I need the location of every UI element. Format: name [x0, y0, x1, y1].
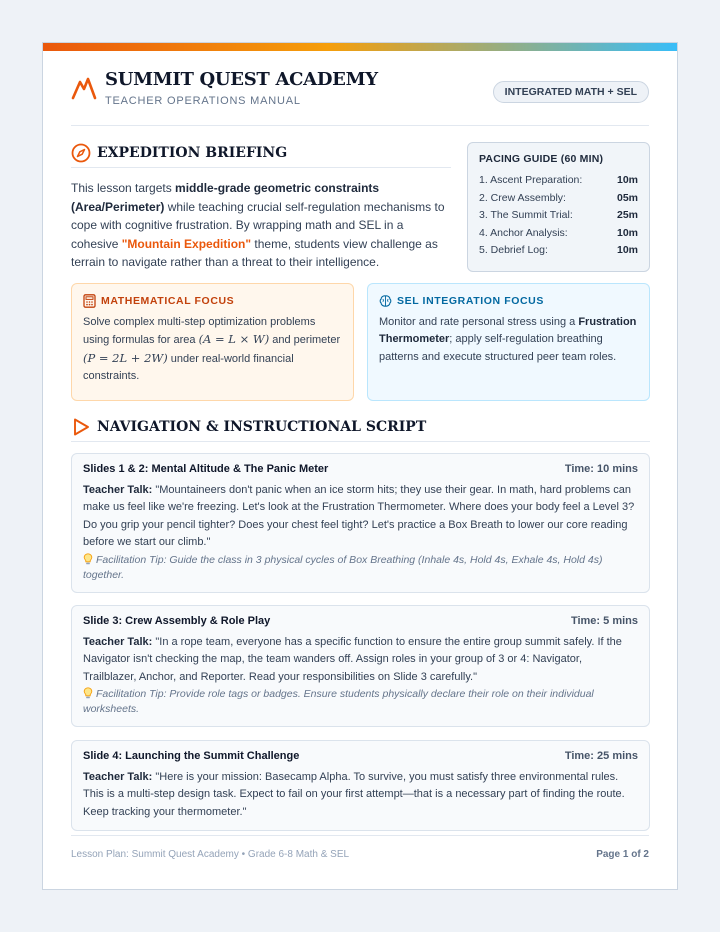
- compass-icon: [71, 143, 91, 163]
- pacing-value: 10m: [616, 226, 638, 239]
- pacing-value: 05m: [616, 191, 638, 204]
- facilitation-tip-text: Facilitation Tip: Guide the class in 3 physical cycles of Box Breathing (Inhale 4s, Hold 4s, Exhale 4s, Hold 4s) together.: [83, 553, 603, 581]
- briefing-text: This lesson targets: [71, 181, 176, 195]
- pacing-row: [479, 190, 638, 208]
- gradient-top-bar: [43, 43, 677, 51]
- lightbulb-icon: [83, 687, 93, 699]
- pacing-guide: [467, 142, 650, 272]
- pacing-label: 4. Anchor Analysis:: [479, 226, 568, 239]
- slide-title: Slide 3: Crew Assembly & Role Play: [83, 615, 271, 627]
- sel-focus-emphasis: Frustration Thermometer: [379, 316, 637, 346]
- teacher-talk: [83, 482, 638, 552]
- pacing-row: [479, 207, 638, 225]
- slide-time: Time: 25 mins: [564, 750, 638, 762]
- facilitation-tip-text: Facilitation Tip: Provide role tags or badges. Ensure students physically declare their role on their individual worksheets.: [83, 688, 594, 716]
- page-header: [71, 69, 649, 125]
- teacher-talk-text: "In a rope team, everyone has a specific function to ensure the entire group summit safely. If the Navigator isn't checking the map, the team wanders off. Assign roles in your group of 3 or 4: Navigator, Trailblazer, Anchor, and Reporter. Read your responsibilities on Slide 3 carefully.": [83, 636, 622, 683]
- manual-page: [42, 42, 678, 890]
- math-focus-text: and perimeter: [269, 334, 341, 347]
- page-subtitle: TEACHER OPERATIONS MANUAL: [105, 95, 301, 107]
- area-formula: (A = L × W): [198, 332, 270, 347]
- slide-header: [83, 615, 638, 633]
- math-focus-header: [83, 294, 342, 310]
- math-focus-card: [71, 283, 354, 401]
- footer-divider: [71, 835, 649, 836]
- slide-header: [83, 463, 638, 481]
- teacher-talk: [83, 769, 638, 821]
- teacher-talk-text: "Here is your mission: Basecamp Alpha. To survive, you must satisfy three environmental rules. This is a multi-step design task. Expect to fail on your first attempt—that is a necessary part of finding the route. Keep tracking your thermometer.": [83, 771, 625, 818]
- teacher-talk-label: Teacher Talk:: [83, 484, 153, 496]
- sel-focus-title: SEL INTEGRATION FOCUS: [397, 295, 544, 307]
- pacing-row: [479, 242, 638, 260]
- mountain-logo-icon: [71, 76, 97, 100]
- footer-caption: Lesson Plan: Summit Quest Academy • Grade 6-8 Math & SEL: [71, 849, 350, 860]
- math-focus-body: [83, 314, 342, 386]
- brain-icon: [379, 294, 392, 308]
- briefing-text: theme, students view challenge as terrain to navigate rather than a threat to their intelligence.: [71, 236, 438, 270]
- pacing-value: 10m: [616, 174, 638, 186]
- subject-badge: INTEGRATED MATH + SEL: [493, 81, 649, 103]
- play-icon: [71, 417, 91, 437]
- slide-card: [71, 605, 650, 727]
- slide-title: Slide 4: Launching the Summit Challenge: [83, 750, 300, 762]
- lightbulb-icon: [83, 553, 93, 565]
- teacher-talk: [83, 634, 638, 686]
- sel-focus-body: [379, 314, 638, 366]
- slide-title: Slides 1 & 2: Mental Altitude & The Panic Meter: [83, 463, 329, 475]
- pacing-value: 10m: [616, 244, 638, 257]
- page-title: SUMMIT QUEST ACADEMY: [105, 69, 378, 90]
- perimeter-formula: (P = 2L + 2W): [83, 350, 168, 365]
- facilitation-tip: [83, 687, 638, 717]
- pacing-value: 25m: [616, 209, 638, 222]
- script-divider: [71, 441, 650, 442]
- teacher-talk-text: "Mountaineers don't panic when an ice storm hits; they use their gear. In math, hard problems can make us feel like we're freezing. Let's look at the Frustration Thermometer. Where does your body feel a Level 3? Do you grip your pencil tighter? Does your chest feel tight? Let's practice a Box Breath to lower our core reading before we start our climb.": [83, 484, 635, 549]
- pacing-label: 2. Crew Assembly:: [479, 191, 566, 204]
- briefing-paragraph: [71, 179, 447, 272]
- briefing-text: while teaching crucial self-regulation mechanisms to cope with cognitive frustration. By wrapping math and SEL in a cohesive: [71, 199, 445, 251]
- slide-card: [71, 453, 650, 593]
- math-focus-title: MATHEMATICAL FOCUS: [101, 295, 235, 307]
- sel-focus-card: [367, 283, 650, 401]
- teacher-talk-label: Teacher Talk:: [83, 771, 153, 783]
- header-divider: [71, 125, 649, 126]
- calculator-icon: [83, 294, 96, 308]
- pacing-row: [479, 225, 638, 243]
- briefing-divider: [71, 167, 451, 168]
- pacing-label: 5. Debrief Log:: [479, 244, 548, 257]
- pacing-title: PACING GUIDE (60 MIN): [479, 153, 604, 165]
- sel-focus-header: [379, 294, 638, 310]
- sel-focus-text: ; apply self-regulation breathing patterns and execute structured peer team roles.: [379, 333, 617, 363]
- math-focus-text: Solve complex multi-step optimization problems using formulas for area: [83, 316, 316, 347]
- script-heading-text: NAVIGATION & INSTRUCTIONAL SCRIPT: [97, 419, 427, 435]
- pacing-label: 3. The Summit Trial:: [479, 209, 573, 222]
- pacing-row: [479, 172, 638, 190]
- facilitation-tip: [83, 553, 638, 583]
- page-number: Page 1 of 2: [596, 849, 649, 860]
- teacher-talk-label: Teacher Talk:: [83, 636, 153, 648]
- sel-focus-text: Monitor and rate personal stress using a: [379, 316, 579, 328]
- slide-time: Time: 10 mins: [564, 463, 638, 475]
- slide-time: Time: 5 mins: [570, 615, 638, 627]
- slide-card: [71, 740, 650, 831]
- theme-highlight: "Mountain Expedition": [121, 236, 252, 251]
- briefing-emphasis: middle-grade geometric constraints (Area/Perimeter): [71, 181, 380, 214]
- briefing-heading-text: EXPEDITION BRIEFING: [97, 145, 288, 161]
- slide-header: [83, 750, 638, 768]
- math-focus-text: under real-world financial constraints.: [83, 352, 294, 383]
- pacing-label: 1. Ascent Preparation:: [479, 174, 583, 186]
